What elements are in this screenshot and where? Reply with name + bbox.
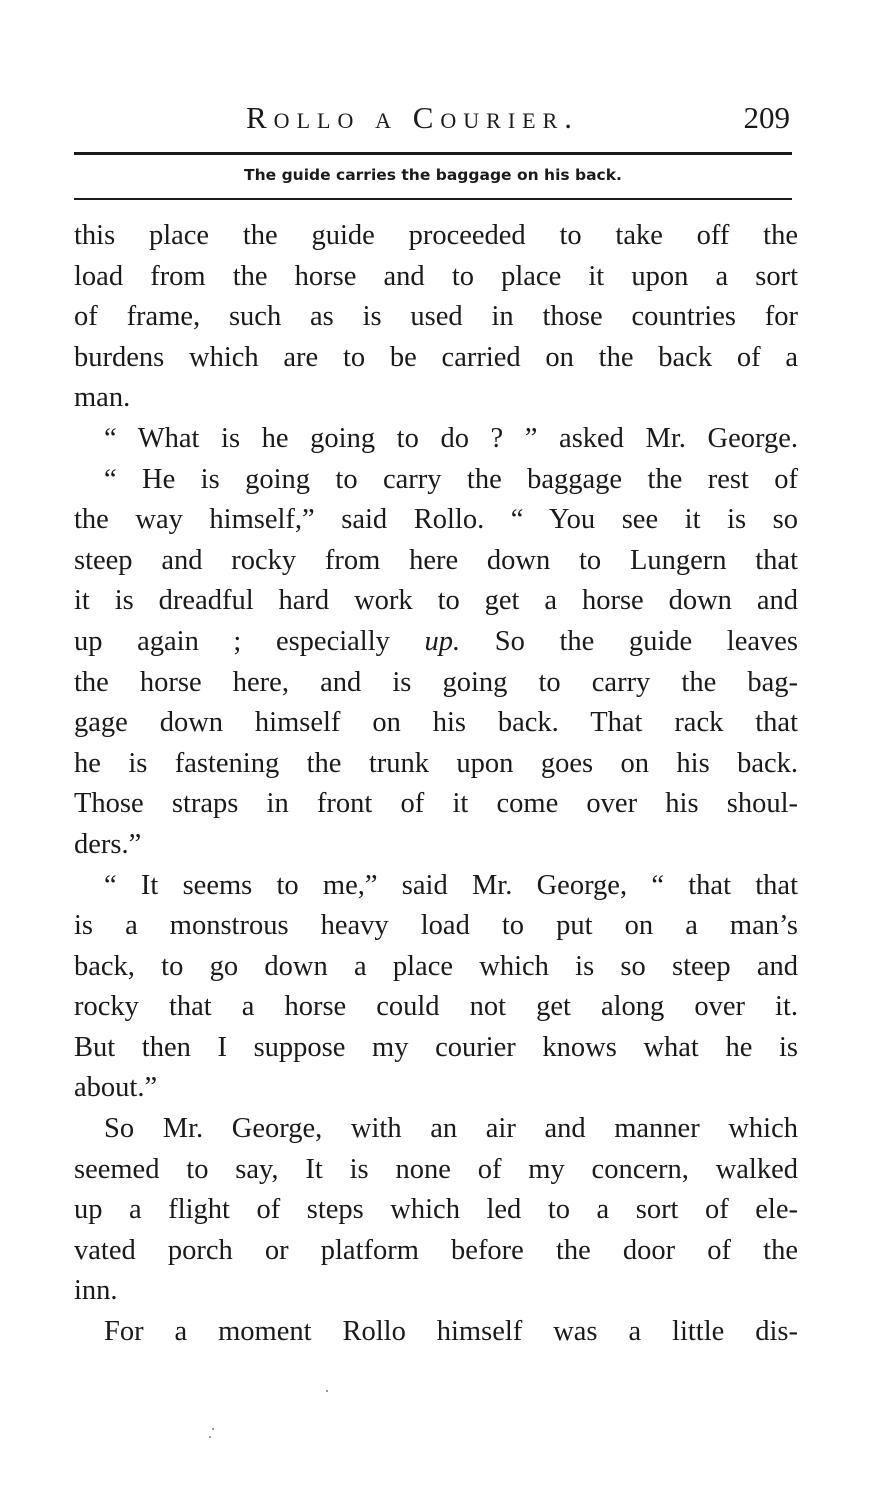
text-line: “ What is he going to do ? ” asked Mr. George.	[104, 422, 798, 454]
running-title: Rollo a Courier.	[246, 100, 580, 135]
text-line: is a monstrous heavy load to put on a man’s	[74, 910, 798, 942]
running-head	[74, 100, 794, 140]
page-number: 209	[743, 100, 790, 135]
paper-speck	[326, 1390, 328, 1392]
emphasis-word: up.	[424, 625, 461, 657]
text-run: So the guide leaves	[494, 625, 798, 657]
text-line: the way himself,” said Rollo. “ You see it is so	[74, 504, 798, 536]
text-line: man.	[74, 382, 131, 414]
text-line-mixed	[74, 622, 798, 663]
text-line: up a flight of steps which led to a sort of ele-	[74, 1194, 798, 1226]
paper-speck	[212, 1428, 214, 1430]
text-line: of frame, such as is used in those countries for	[74, 301, 798, 333]
text-line: burdens which are to be carried on the back of a	[74, 341, 798, 373]
text-line: So Mr. George, with an air and manner which	[104, 1113, 798, 1145]
text-line: steep and rocky from here down to Lungern that	[74, 544, 798, 576]
text-line: load from the horse and to place it upon a sort	[74, 260, 798, 292]
paper-speck	[209, 1436, 211, 1438]
text-line: back, to go down a place which is so steep and	[74, 950, 798, 982]
text-line: But then I suppose my courier knows what he is	[74, 1031, 798, 1063]
text-line: he is fastening the trunk upon goes on his back.	[74, 747, 798, 779]
text-line: it is dreadful hard work to get a horse down and	[74, 585, 798, 617]
text-line: this place the guide proceeded to take off the	[74, 220, 798, 251]
caption-rule	[74, 198, 792, 200]
text-run: up again ; especially	[74, 625, 390, 657]
text-line: vated porch or platform before the door of the	[74, 1234, 798, 1266]
text-line: ders.”	[74, 828, 142, 860]
text-line: inn.	[74, 1275, 118, 1307]
text-line: Those straps in front of it come over his shoul-	[74, 788, 798, 820]
text-line: rocky that a horse could not get along over it.	[74, 991, 798, 1023]
text-line: “ He is going to carry the baggage the rest of	[104, 463, 798, 495]
body-text	[74, 216, 798, 1353]
text-line: For a moment Rollo himself was a little dis-	[104, 1316, 798, 1348]
text-line: gage down himself on his back. That rack that	[74, 707, 798, 739]
header-rule	[74, 152, 792, 155]
text-line: seemed to say, It is none of my concern, walked	[74, 1153, 798, 1185]
text-line: “ It seems to me,” said Mr. George, “ that that	[104, 869, 798, 901]
illustration-caption: The guide carries the baggage on his back.	[244, 166, 622, 184]
text-line: about.”	[74, 1072, 158, 1104]
text-line: the horse here, and is going to carry the bag-	[74, 666, 798, 698]
